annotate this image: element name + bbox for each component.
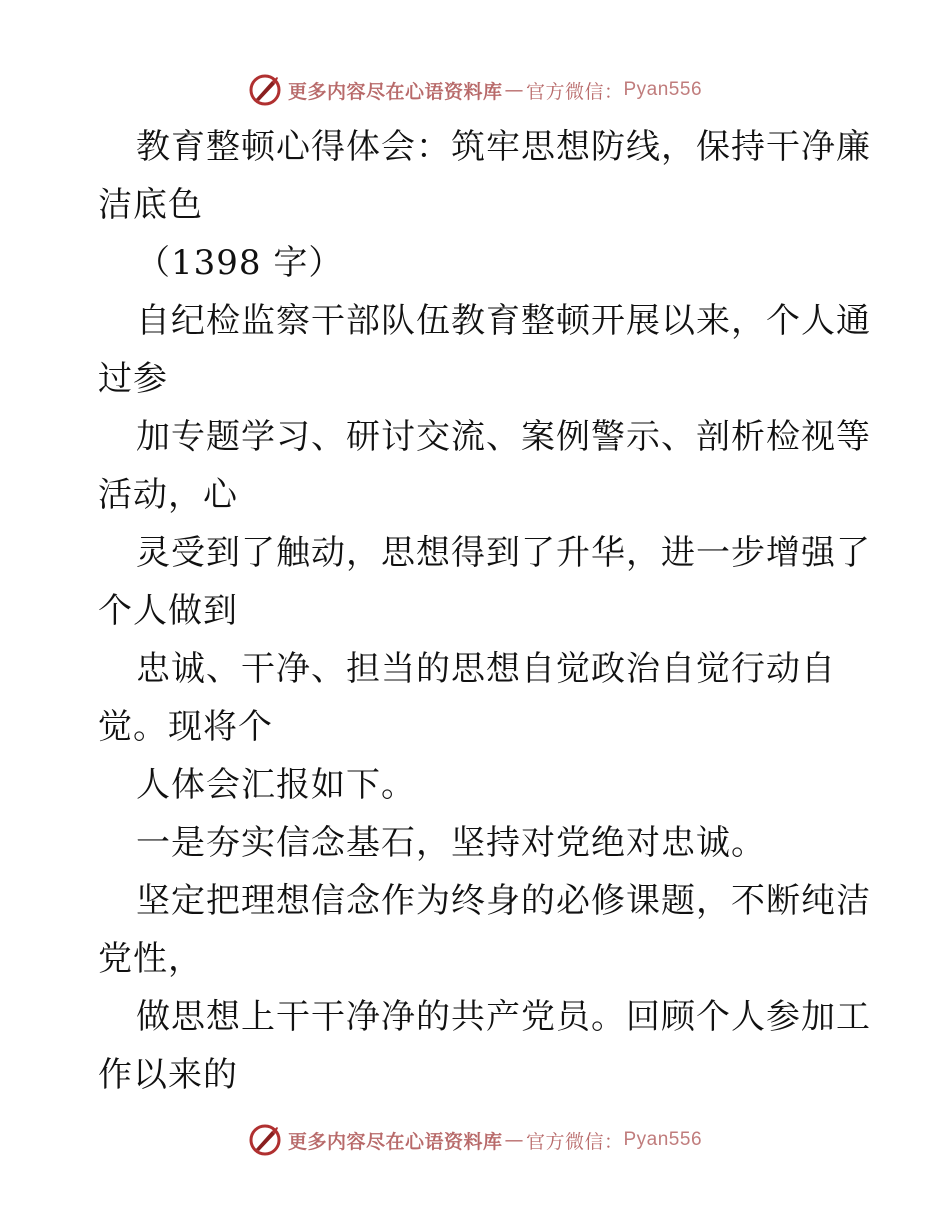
doc-line: 党性， bbox=[98, 939, 203, 979]
watermark-dash: — bbox=[504, 1129, 524, 1151]
document-body bbox=[98, 118, 871, 1104]
doc-line: 做思想上干干净净的共产党员。回顾个人参加工 bbox=[136, 997, 871, 1037]
watermark-wechat-label: 官方微信： bbox=[525, 80, 624, 103]
watermark-dash: — bbox=[504, 79, 524, 101]
doc-line: 作以来的 bbox=[98, 1055, 238, 1095]
watermark-banner-bottom bbox=[0, 1120, 950, 1160]
doc-line: 忠诚、干净、担当的思想自觉政治自觉行动自 bbox=[136, 649, 836, 689]
quill-pen-logo-icon bbox=[248, 73, 282, 107]
doc-line: 洁底色 bbox=[98, 185, 203, 225]
quill-pen-logo-icon bbox=[248, 1123, 282, 1157]
watermark-wechat-id: Pyan556 bbox=[623, 1129, 703, 1150]
doc-line: 灵受到了触动，思想得到了升华，进一步增强了 bbox=[136, 533, 871, 573]
watermark-brand: 更多内容尽在心语资料库 bbox=[287, 80, 503, 103]
doc-line: 教育整顿心得体会：筑牢思想防线，保持干净廉 bbox=[136, 127, 871, 167]
doc-line: 人体会汇报如下。 bbox=[136, 765, 416, 805]
doc-line: 活动，心 bbox=[98, 475, 238, 515]
watermark-banner-top bbox=[0, 70, 950, 110]
doc-line: 一是夯实信念基石，坚持对党绝对忠诚。 bbox=[136, 823, 766, 863]
doc-line: 个人做到 bbox=[98, 591, 238, 631]
doc-line: 加专题学习、研讨交流、案例警示、剖析检视等 bbox=[136, 417, 871, 457]
doc-line: 觉。现将个 bbox=[98, 707, 273, 747]
doc-line: 过参 bbox=[98, 359, 168, 399]
watermark-wechat-label: 官方微信： bbox=[525, 1130, 624, 1153]
doc-line: （1398 字） bbox=[136, 243, 344, 283]
doc-line: 自纪检监察干部队伍教育整顿开展以来，个人通 bbox=[136, 301, 871, 341]
watermark-brand: 更多内容尽在心语资料库 bbox=[287, 1130, 503, 1153]
doc-line: 坚定把理想信念作为终身的必修课题，不断纯洁 bbox=[136, 881, 871, 921]
watermark-wechat-id: Pyan556 bbox=[623, 79, 703, 100]
